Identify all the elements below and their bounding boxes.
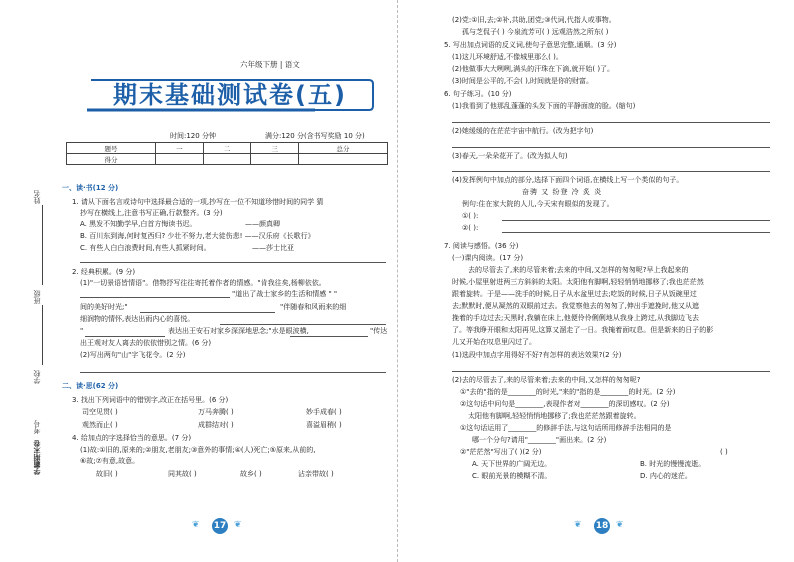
q6-1-text: (1)我看到了他那乱蓬蓬的头发下面的平静面庞的脸。(缩句): [452, 102, 636, 110]
q7-1-text: (一)课内阅读。(17 分): [452, 254, 524, 262]
q3-word[interactable]: 万马奔腾( ): [198, 408, 234, 416]
q5-3-text[interactable]: (3)时间是公平的,不会( ),时间就是你的财富。: [452, 77, 594, 85]
sidebar-line-1: [42, 205, 43, 285]
q1-text: 1. 请从下面名言或诗句中选择最合适的一项,抄写在一位不知道珍惜时间的同学 猜: [72, 198, 324, 206]
q2-2-answer-line[interactable]: [80, 372, 386, 373]
q2-text: 2. 经典积累。(9 分): [72, 268, 136, 276]
q4-word[interactable]: 沾亲带故( ): [298, 470, 334, 478]
r3-c-answer-paren[interactable]: ( ): [720, 448, 728, 456]
table-row: [67, 143, 388, 154]
passage-quote: 太阳他有脚啊,轻轻悄悄地挪移了;我也茫茫然跟着旋转。: [468, 412, 641, 420]
q6-2-answer-line[interactable]: [452, 147, 770, 148]
page-number-left: 17: [212, 518, 228, 534]
q4-2-text: (2)党:①旧,去;②补,共助,团党;③代词,代指人或事物。: [452, 16, 616, 24]
table-cell: 二: [203, 143, 251, 154]
score-input-cell[interactable]: [251, 154, 299, 165]
score-input-cell[interactable]: [299, 154, 388, 165]
q6-4-a: ①( ):: [462, 212, 479, 220]
score-table: [66, 142, 388, 165]
q3-text: 3. 找出下列词语中的错别字,改正在括号里。(6 分): [72, 396, 229, 404]
q3-word[interactable]: 成群结对( ): [198, 421, 234, 429]
q1-text-b: 抄写在横线上,注意书写正确,行款整齐。(3 分): [80, 209, 223, 217]
q6-1-answer-line[interactable]: [452, 122, 770, 123]
time-label: 时间:120 分钟: [170, 132, 216, 140]
q6-2-text: (2)她缓缓的在茫茫宇宙中航行。(改为把字句): [452, 127, 594, 135]
table-cell: 题号: [67, 143, 156, 154]
passage-line: 时候,小屋里射进两三方斜斜的太阳。太阳他有脚啊,轻轻悄悄地挪移了;我也茫茫然: [452, 278, 704, 286]
q3-word[interactable]: 观然而止( ): [82, 421, 118, 429]
q2-blank[interactable]: [140, 312, 275, 313]
q6-3-answer-line[interactable]: [452, 171, 770, 172]
q1-option-a-source: ——颜真卿: [245, 220, 280, 228]
q5-2-text[interactable]: (2)他做事大大咧咧,满头的汗珠在下滴,就开始( )了。: [452, 65, 615, 73]
q6-4-a-line[interactable]: [502, 220, 770, 221]
q2-blank[interactable]: [80, 297, 230, 298]
option-d[interactable]: D. 内心的迷茫。: [640, 472, 692, 480]
q4-text: 4. 给加点的字选择恰当的意思。(7 分): [72, 434, 192, 442]
page-number-right: 18: [594, 518, 610, 534]
q2-blank[interactable]: [290, 336, 368, 337]
q5-text: 5. 写出加点词语的反义词,使句子意思完整,通顺。(3 分): [444, 41, 617, 49]
r1-text: (1)选段中加点字用得好不好?有怎样的表达效果?(2 分): [452, 351, 622, 359]
q2-1-text-e: 细润物的情怀,表达出雨内心的喜悦。: [80, 315, 195, 323]
r3-c-text: ②"茫茫然"写出了( )(2 分): [460, 448, 542, 456]
table-cell: 一: [155, 143, 203, 154]
r3-b-text[interactable]: 哪一个分句?请用"________"画出来。(2 分): [472, 436, 607, 444]
r1-answer-line[interactable]: [452, 371, 770, 372]
q4-a-text: (1)故:①旧的,原来的;②朋友,老朋友;③意外的事情;④(人)死亡;⑤原来,从前的,: [80, 446, 316, 454]
q6-text: 6. 句子练习。(10 分): [444, 90, 512, 98]
q2-1-text-c: 间的美好时光;": [80, 303, 128, 311]
q3-word[interactable]: 妙手成春( ): [306, 408, 342, 416]
q6-4-b-line[interactable]: [502, 232, 770, 233]
sidebar-line-2: [42, 305, 43, 365]
q2-1-text-d: "伴随春和风雨来的细: [280, 303, 347, 311]
q4-word[interactable]: 故乡( ): [240, 470, 262, 478]
sidebar-examno-label: 考号: [33, 420, 41, 434]
q1-option-a: A. 黑发不知勤学早,白首方悔读书迟。: [80, 220, 197, 228]
section-1-heading: 一、读·书(12 分): [62, 184, 119, 192]
q3-word[interactable]: 司空见贯( ): [82, 408, 118, 416]
q1-answer-line[interactable]: [80, 262, 386, 263]
q6-4-b: ②( ):: [462, 224, 479, 232]
grade-label: 六年级下册 | 语文: [240, 60, 300, 69]
score-input-cell[interactable]: [203, 154, 251, 165]
q2-blank[interactable]: [220, 324, 386, 325]
q2-1-text-b: "道出了战士家乡的生活和情感 " ": [232, 290, 338, 298]
q2-blank[interactable]: [85, 336, 165, 337]
score-info-label: 满分:120 分(含书写奖励 10 分): [265, 132, 365, 140]
q2-2-text: (2)写出两句"山"字飞花令。(2 分): [80, 351, 186, 359]
q6-4-example: 例句:住在家大院的人儿,今天宋有眼似的发现了。: [462, 200, 614, 208]
q1-option-c-source: ——莎士比亚: [252, 244, 294, 252]
q4-b-text: ⑥故;⑦有意,故意。: [80, 457, 140, 465]
q6-4-text: (4)发挥例句中加点的部分,选择下面四个词语,在横线上写一个类似的句子。: [452, 176, 684, 184]
passage-line: 挽着的手边过去;天黑时,我躺在床上,他便伶伶俐俐地从我身上跨过,从我脚边飞去: [452, 314, 700, 322]
sidebar-class-label: 班级: [33, 290, 41, 304]
r2-text: (2)去的尽管去了,来的尽管来着;去来的中间,又怎样的匆匆呢?: [452, 376, 641, 384]
leaf-decoration-icon: ❦: [192, 520, 200, 530]
passage-line: 儿又开始在叹息里闪过了。: [452, 338, 536, 346]
passage-line: 去;默默时,便从凝然的双眼前过去。我觉察他去的匆匆了,伸出手遮挽时,他又从遮: [452, 302, 700, 310]
leaf-decoration-icon: ❦: [234, 520, 242, 530]
table-cell: 得分: [67, 154, 156, 165]
q2-1-text-f: ": [80, 327, 84, 335]
q1-option-c: C. 有些人白白浪费时间,有些人抓紧时间。: [80, 244, 211, 252]
sidebar-name-label: 姓名: [33, 190, 41, 204]
sidebar-brand: 学霸期末卷: [33, 440, 41, 475]
q4-word[interactable]: 故旧( ): [96, 470, 118, 478]
page-title: 期末基础测试卷(五): [113, 81, 347, 109]
passage-line: 去的尽管去了,来的尽管来着;去来的中间,又怎样的匆匆呢?早上我起来的: [468, 266, 689, 274]
title-banner: [85, 76, 375, 114]
score-input-cell[interactable]: [155, 154, 203, 165]
option-a[interactable]: A. 天下世界的广阔无边。: [472, 460, 552, 468]
option-b[interactable]: B. 时光的慢慢流逝。: [640, 460, 706, 468]
q6-4-words: 奋骋 又 纷登 冷 炙 炎: [522, 188, 603, 196]
section-2-heading: 二、读·思(62 分): [62, 382, 119, 390]
r3-a-text[interactable]: ①这句话运用了________的修辞手法,与这句话所用修辞手法相同的是: [460, 424, 672, 432]
option-c[interactable]: C. 眼前光景的模糊不清。: [472, 472, 552, 480]
q7-text: 7. 阅读与感悟。(36 分): [444, 242, 519, 250]
passage-line: 跟着旋转。于是——洗手的时候,日子从水盆里过去;吃饭的时候,日子从饭碗里过: [452, 290, 697, 298]
q6-3-text: (3)春天,一朵朵花开了。(改为拟人句): [452, 152, 568, 160]
q5-1-text[interactable]: (1)这儿环境舒适,不像城里那么( )。: [452, 53, 563, 61]
q2-1-text-g: 表达出王安石对家乡深深地思念;"水是眼波横,: [168, 327, 309, 335]
q1-option-b: B. 百川东到海,何时复西归? 少壮不努力,老大徒伤悲! ——汉乐府《长歌行》: [80, 232, 315, 240]
q2-1-text-h: "传达: [370, 327, 388, 335]
q4-2-options[interactable]: 孤与芝侃子( ) 今泉流芳可( ) 远观浩然之所东( ): [462, 28, 609, 36]
leaf-decoration-icon: ❦: [616, 520, 624, 530]
leaf-decoration-icon: ❦: [574, 520, 582, 530]
table-row: [67, 154, 388, 165]
table-cell: 总分: [299, 143, 388, 154]
q2-1-text-i: 出王观对友人离去的依依惜别之情。(6 分): [80, 339, 212, 347]
q3-word[interactable]: 喜溢眉稍( ): [306, 421, 342, 429]
r2-b-text[interactable]: ②这句话中问句是________,表现作者对________的深切感叹。(2 分): [460, 400, 670, 408]
page-separator: [397, 0, 398, 562]
q4-word[interactable]: 同其故( ): [168, 470, 197, 478]
passage-line: 了。等我睁开眼和太阳再见,这算又溜走了一日。我掩着面叹息。但是新来的日子的影: [452, 326, 714, 334]
table-cell: 三: [251, 143, 299, 154]
r2-a-text[interactable]: ①"去的"指的是________的时光,"来的"指的是________的时光。(2 分): [460, 388, 676, 396]
sidebar-school-label: 学校: [33, 370, 41, 384]
q2-1-text: (1)"一切景语皆情语"。借物抒写往往寄托着作者的情感。"肯我往矣,杨柳依依。: [80, 279, 326, 287]
